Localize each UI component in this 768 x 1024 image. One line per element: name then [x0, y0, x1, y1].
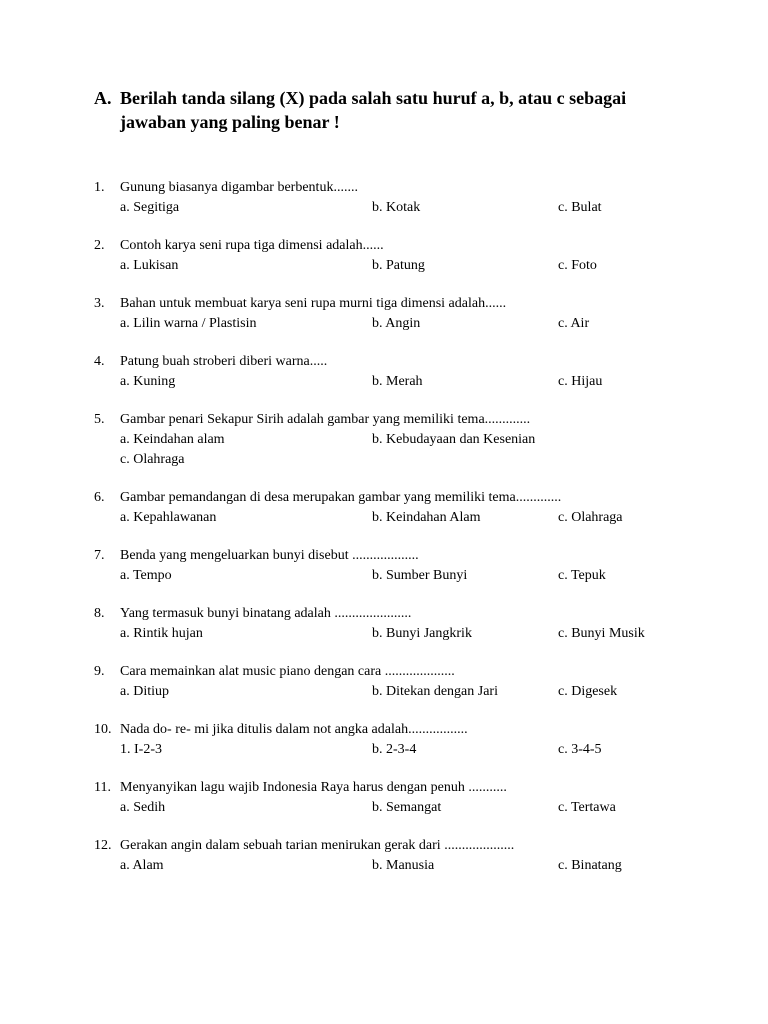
- option-b[interactable]: b. Sumber Bunyi: [372, 568, 468, 583]
- question-9: [0, 662, 768, 720]
- question-text: Cara memainkan alat music piano dengan cara ....................: [120, 664, 455, 679]
- option-b[interactable]: b. Kotak: [372, 200, 421, 215]
- question-text: Yang termasuk bunyi binatang adalah ......................: [120, 606, 412, 621]
- question-number: 4.: [94, 354, 105, 369]
- option-a[interactable]: a. Rintik hujan: [120, 626, 203, 641]
- option-a[interactable]: a. Tempo: [120, 568, 172, 583]
- option-c[interactable]: c. 3-4-5: [558, 742, 602, 757]
- option-b[interactable]: b. Angin: [372, 316, 421, 331]
- question-text: Gunung biasanya digambar berbentuk.......: [120, 180, 358, 195]
- option-c[interactable]: c. Tertawa: [558, 800, 616, 815]
- option-b[interactable]: b. 2-3-4: [372, 742, 417, 757]
- question-10: [0, 720, 768, 778]
- question-number: 5.: [94, 412, 105, 427]
- option-b[interactable]: b. Keindahan Alam: [372, 510, 481, 525]
- question-number: 2.: [94, 238, 105, 253]
- option-a[interactable]: a. Alam: [120, 858, 164, 873]
- question-text: Patung buah stroberi diberi warna.....: [120, 354, 328, 369]
- question-text: Contoh karya seni rupa tiga dimensi adalah......: [120, 238, 384, 253]
- question-1: [0, 178, 768, 236]
- option-c[interactable]: c. Air: [558, 316, 590, 331]
- question-number: 1.: [94, 180, 105, 195]
- option-b[interactable]: b. Kebudayaan dan Kesenian: [372, 432, 536, 447]
- question-5: [0, 410, 768, 488]
- option-a[interactable]: a. Kepahlawanan: [120, 510, 217, 525]
- question-number: 8.: [94, 606, 105, 621]
- question-number: 6.: [94, 490, 105, 505]
- option-a[interactable]: a. Sedih: [120, 800, 166, 815]
- option-c[interactable]: c. Bulat: [558, 200, 602, 215]
- instruction-line-1: Berilah tanda silang (X) pada salah satu huruf a, b, atau c sebagai: [120, 88, 627, 108]
- question-list: [0, 178, 768, 894]
- question-text: Gerakan angin dalam sebuah tarian menirukan gerak dari ....................: [120, 838, 515, 853]
- question-11: [0, 778, 768, 836]
- question-8: [0, 604, 768, 662]
- question-text: Menyanyikan lagu wajib Indonesia Raya harus dengan penuh ...........: [120, 780, 507, 795]
- question-text: Benda yang mengeluarkan bunyi disebut ...................: [120, 548, 419, 563]
- question-6: [0, 488, 768, 546]
- option-c[interactable]: c. Bunyi Musik: [558, 626, 645, 641]
- option-a[interactable]: a. Keindahan alam: [120, 432, 225, 447]
- question-number: 12.: [94, 838, 112, 853]
- option-b[interactable]: b. Merah: [372, 374, 423, 389]
- question-2: [0, 236, 768, 294]
- question-number: 9.: [94, 664, 105, 679]
- question-number: 7.: [94, 548, 105, 563]
- section-letter: A.: [94, 88, 112, 108]
- option-b[interactable]: b. Semangat: [372, 800, 442, 815]
- question-7: [0, 546, 768, 604]
- question-text: Bahan untuk membuat karya seni rupa murni tiga dimensi adalah......: [120, 296, 507, 311]
- question-number: 10.: [94, 722, 112, 737]
- question-number: 11.: [94, 780, 111, 795]
- instruction-text: [120, 86, 694, 134]
- option-c[interactable]: c. Hijau: [558, 374, 603, 389]
- question-text: Nada do- re- mi jika ditulis dalam not angka adalah.................: [120, 722, 468, 737]
- option-c[interactable]: c. Olahraga: [120, 452, 185, 467]
- option-c[interactable]: c. Tepuk: [558, 568, 606, 583]
- question-text: Gambar pemandangan di desa merupakan gambar yang memiliki tema.............: [120, 490, 562, 505]
- option-b[interactable]: b. Patung: [372, 258, 425, 273]
- question-text: Gambar penari Sekapur Sirih adalah gambar yang memiliki tema.............: [120, 412, 531, 427]
- question-3: [0, 294, 768, 352]
- option-a[interactable]: 1. I-2-3: [120, 742, 162, 757]
- option-b[interactable]: b. Bunyi Jangkrik: [372, 626, 472, 641]
- question-12: [0, 836, 768, 894]
- option-a[interactable]: a. Lukisan: [120, 258, 179, 273]
- option-c[interactable]: c. Digesek: [558, 684, 618, 699]
- option-c[interactable]: c. Foto: [558, 258, 597, 273]
- option-c[interactable]: c. Binatang: [558, 858, 622, 873]
- question-4: [0, 352, 768, 410]
- option-a[interactable]: a. Kuning: [120, 374, 176, 389]
- option-c[interactable]: c. Olahraga: [558, 510, 623, 525]
- option-a[interactable]: a. Lilin warna / Plastisin: [120, 316, 257, 331]
- option-b[interactable]: b. Ditekan dengan Jari: [372, 684, 498, 699]
- option-a[interactable]: a. Ditiup: [120, 684, 169, 699]
- option-a[interactable]: a. Segitiga: [120, 200, 180, 215]
- question-number: 3.: [94, 296, 105, 311]
- instruction-line-2: jawaban yang paling benar !: [120, 112, 340, 132]
- option-b[interactable]: b. Manusia: [372, 858, 435, 873]
- section-instruction: [94, 86, 694, 134]
